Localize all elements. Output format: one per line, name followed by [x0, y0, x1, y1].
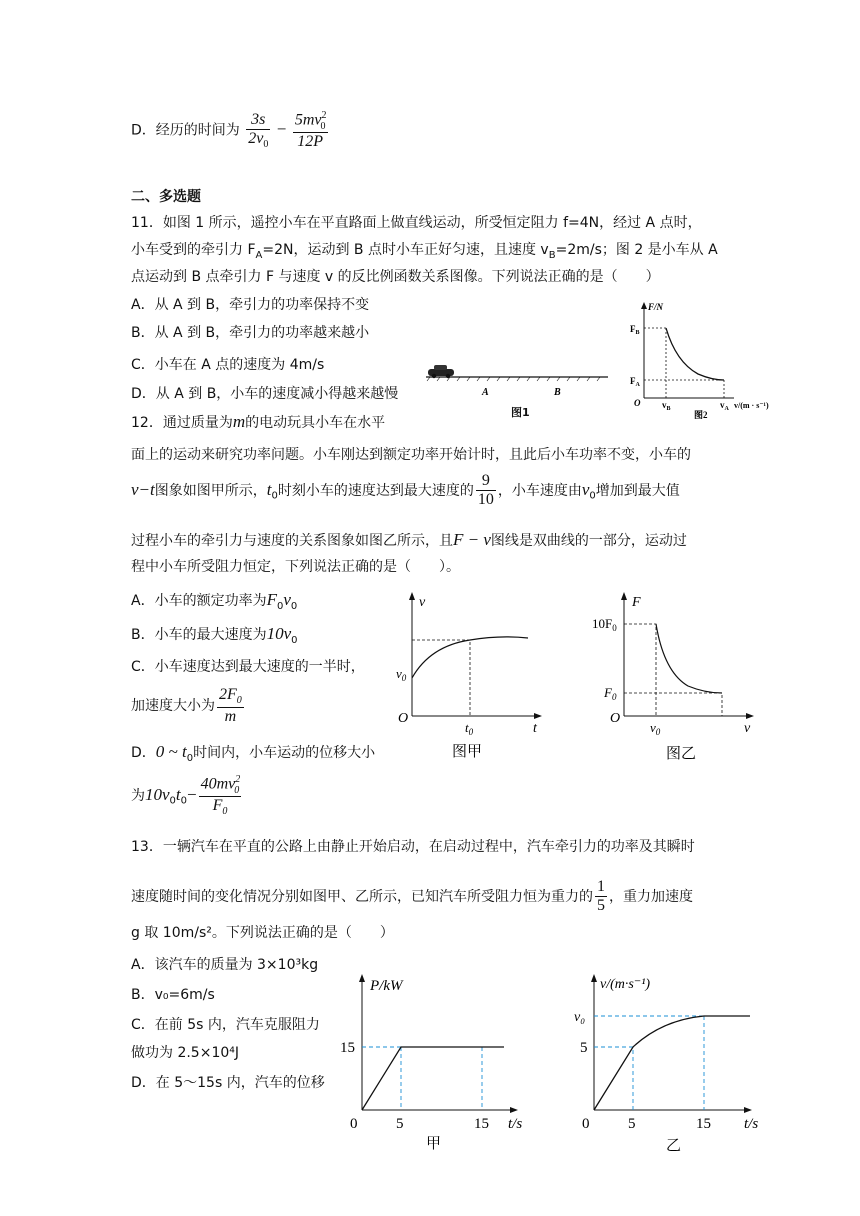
- svg-text:5: 5: [628, 1116, 636, 1132]
- q12-figure-jia: [390, 588, 550, 768]
- svg-text:15: 15: [696, 1116, 711, 1132]
- svg-text:图乙: 图乙: [666, 746, 697, 762]
- svg-text:vA: $v_A$: [720, 400, 729, 412]
- fig1-caption: 图1: [511, 406, 530, 419]
- svg-text:0: 0: [582, 1116, 590, 1132]
- q12-line-2: 面上的运动来研究功率问题。小车刚达到额定功率开始计时，且此后小车功率不变，小车的: [131, 447, 691, 463]
- svg-text:v0: $v_0$: [396, 666, 407, 683]
- q11-figure-1: [424, 360, 610, 406]
- q11-option-d: D．从 A 到 B，小车的速度减小得越来越慢: [131, 386, 399, 402]
- q11-line-2: 小车受到的牵引力 $F_A=2N$，运动到 B 点时小车正好匀速，且速度 $v_B=2m/s$；图 2 是小车从 A: [131, 242, 718, 261]
- q13-option-b: B．v₀=6m/s: [131, 987, 215, 1003]
- svg-text:vB: $v_B$: [662, 400, 671, 412]
- svg-text:v₀: v₀: [574, 1010, 586, 1025]
- q11-option-b: B．从 A 到 B，牵引力的功率越来越小: [131, 325, 370, 341]
- q10-option-d: D．经历的时间为 $\frac{3s}{2v_0}$ − $\frac{5mv^2_0}{12P}$: [131, 110, 327, 151]
- q12-line-3: v−t图象如图甲所示，$t_0$时刻小车的速度达到最大速度的 $\frac{9}{10}$ ，小车速度由$v_0$增加到最大值: [131, 472, 680, 509]
- svg-text:甲: 甲: [426, 1136, 442, 1152]
- svg-text:15: 15: [474, 1116, 489, 1132]
- svg-text:F/N: F/N: [648, 302, 664, 312]
- q13-option-d: D．在 5～15s 内，汽车的位移: [131, 1075, 325, 1091]
- svg-text:图2: 图2: [694, 410, 708, 420]
- q12-option-c: C．小车速度达到最大速度的一半时，: [131, 659, 365, 675]
- svg-text:O: O: [610, 711, 621, 726]
- svg-text:乙: 乙: [666, 1138, 682, 1154]
- q11-figure-2: [624, 300, 810, 420]
- q12-line-4: 过程小车的牵引力与速度的关系图象如图乙所示，且F − v图线是双曲线的一部分，运动过: [131, 530, 687, 549]
- svg-text:v: v: [419, 595, 426, 610]
- q10-fraction-2: $\frac{5mv^2_0}{12P}$: [294, 110, 327, 151]
- svg-text:FB: $F_B$: [630, 324, 640, 336]
- section-title: 二、多选题: [131, 189, 201, 205]
- svg-text:5: 5: [396, 1116, 404, 1132]
- q12-option-c-cont: 加速度大小为 $\frac{2F_0}{m}$: [131, 686, 242, 725]
- svg-text:t/s: t/s: [508, 1116, 523, 1132]
- fig1-label-b: B: [554, 387, 561, 398]
- svg-text:O: O: [634, 398, 641, 408]
- q13-option-c: C．在前 5s 内，汽车克服阻力: [131, 1017, 320, 1033]
- q12-option-d-cont: 为$10v_0t_0-$ $\frac{40mv^2_0}{F_0}$: [131, 774, 241, 818]
- q13-line-1: 13．一辆汽车在平直的公路上由静止开始启动，在启动过程中，汽车牵引力的功率及其瞬时: [131, 839, 695, 855]
- q13-line-2: 速度随时间的变化情况分别如图甲、乙所示，已知汽车所受阻力恒为重力的 $\frac{1}{5}$ ，重力加速度: [131, 878, 693, 915]
- svg-text:FA: $F_A$: [630, 376, 640, 388]
- svg-text:t/s: t/s: [744, 1116, 759, 1132]
- q12-line-1: 12．通过质量为m的电动玩具小车在水平: [131, 412, 386, 431]
- svg-text:v/(m · s⁻¹): v/(m · s⁻¹): [734, 401, 769, 410]
- q12-line-5: 程中小车所受阻力恒定，下列说法正确的是（ ）。: [131, 559, 460, 575]
- svg-text:15: 15: [340, 1040, 355, 1056]
- q13-option-a: A．该汽车的质量为 3×10³kg: [131, 957, 319, 973]
- svg-text:t0: $t_0$: [465, 720, 474, 737]
- q12-option-a: A．小车的额定功率为$F_0v_0$: [131, 590, 298, 612]
- car-icon: [428, 365, 454, 378]
- svg-text:图甲: 图甲: [452, 744, 483, 760]
- q13-line-3: g 取 10m/s²。下列说法正确的是（ ）: [131, 925, 394, 941]
- q10-fraction-1: $\frac{3s}{2v_0}$: [248, 110, 269, 151]
- svg-text:F: F: [632, 595, 641, 610]
- q11-option-c: C．小车在 A 点的速度为 4m/s: [131, 357, 325, 373]
- svg-text:0: 0: [350, 1116, 358, 1132]
- q12-option-b: B．小车的最大速度为$10v_0$: [131, 624, 298, 646]
- fig1-label-a: A: [482, 387, 489, 398]
- svg-text:v0: $v_0$: [650, 720, 661, 737]
- svg-text:5: 5: [580, 1040, 588, 1056]
- q12-figure-yi: [590, 588, 765, 768]
- svg-text:F0: $F_0$: [604, 685, 617, 702]
- q13-figure-jia: [330, 968, 530, 1158]
- q13-option-c-cont: 做功为 2.5×10⁴J: [131, 1045, 240, 1061]
- q12-option-d: D．0 ~ $t_0$时间内，小车运动的位移大小: [131, 742, 376, 764]
- q11-option-a: A．从 A 到 B，牵引力的功率保持不变: [131, 297, 370, 313]
- svg-text:O: O: [398, 711, 409, 726]
- svg-text:v/(m·s⁻¹): v/(m·s⁻¹): [600, 977, 651, 992]
- svg-text:10F0: $10F_0$: [592, 616, 617, 633]
- svg-text:v: v: [744, 721, 751, 736]
- q11-line-1: 11．如图 1 所示，遥控小车在平直路面上做直线运动，所受恒定阻力 f=4N，经过 A 点时，: [131, 215, 702, 231]
- q11-line-3: 点运动到 B 点牵引力 F 与速度 v 的反比例函数关系图像。下列说法正确的是（ ）: [131, 269, 660, 285]
- svg-text:P/kW: P/kW: [370, 978, 403, 994]
- svg-text:t: t: [533, 721, 537, 736]
- q13-figure-yi: [560, 968, 780, 1158]
